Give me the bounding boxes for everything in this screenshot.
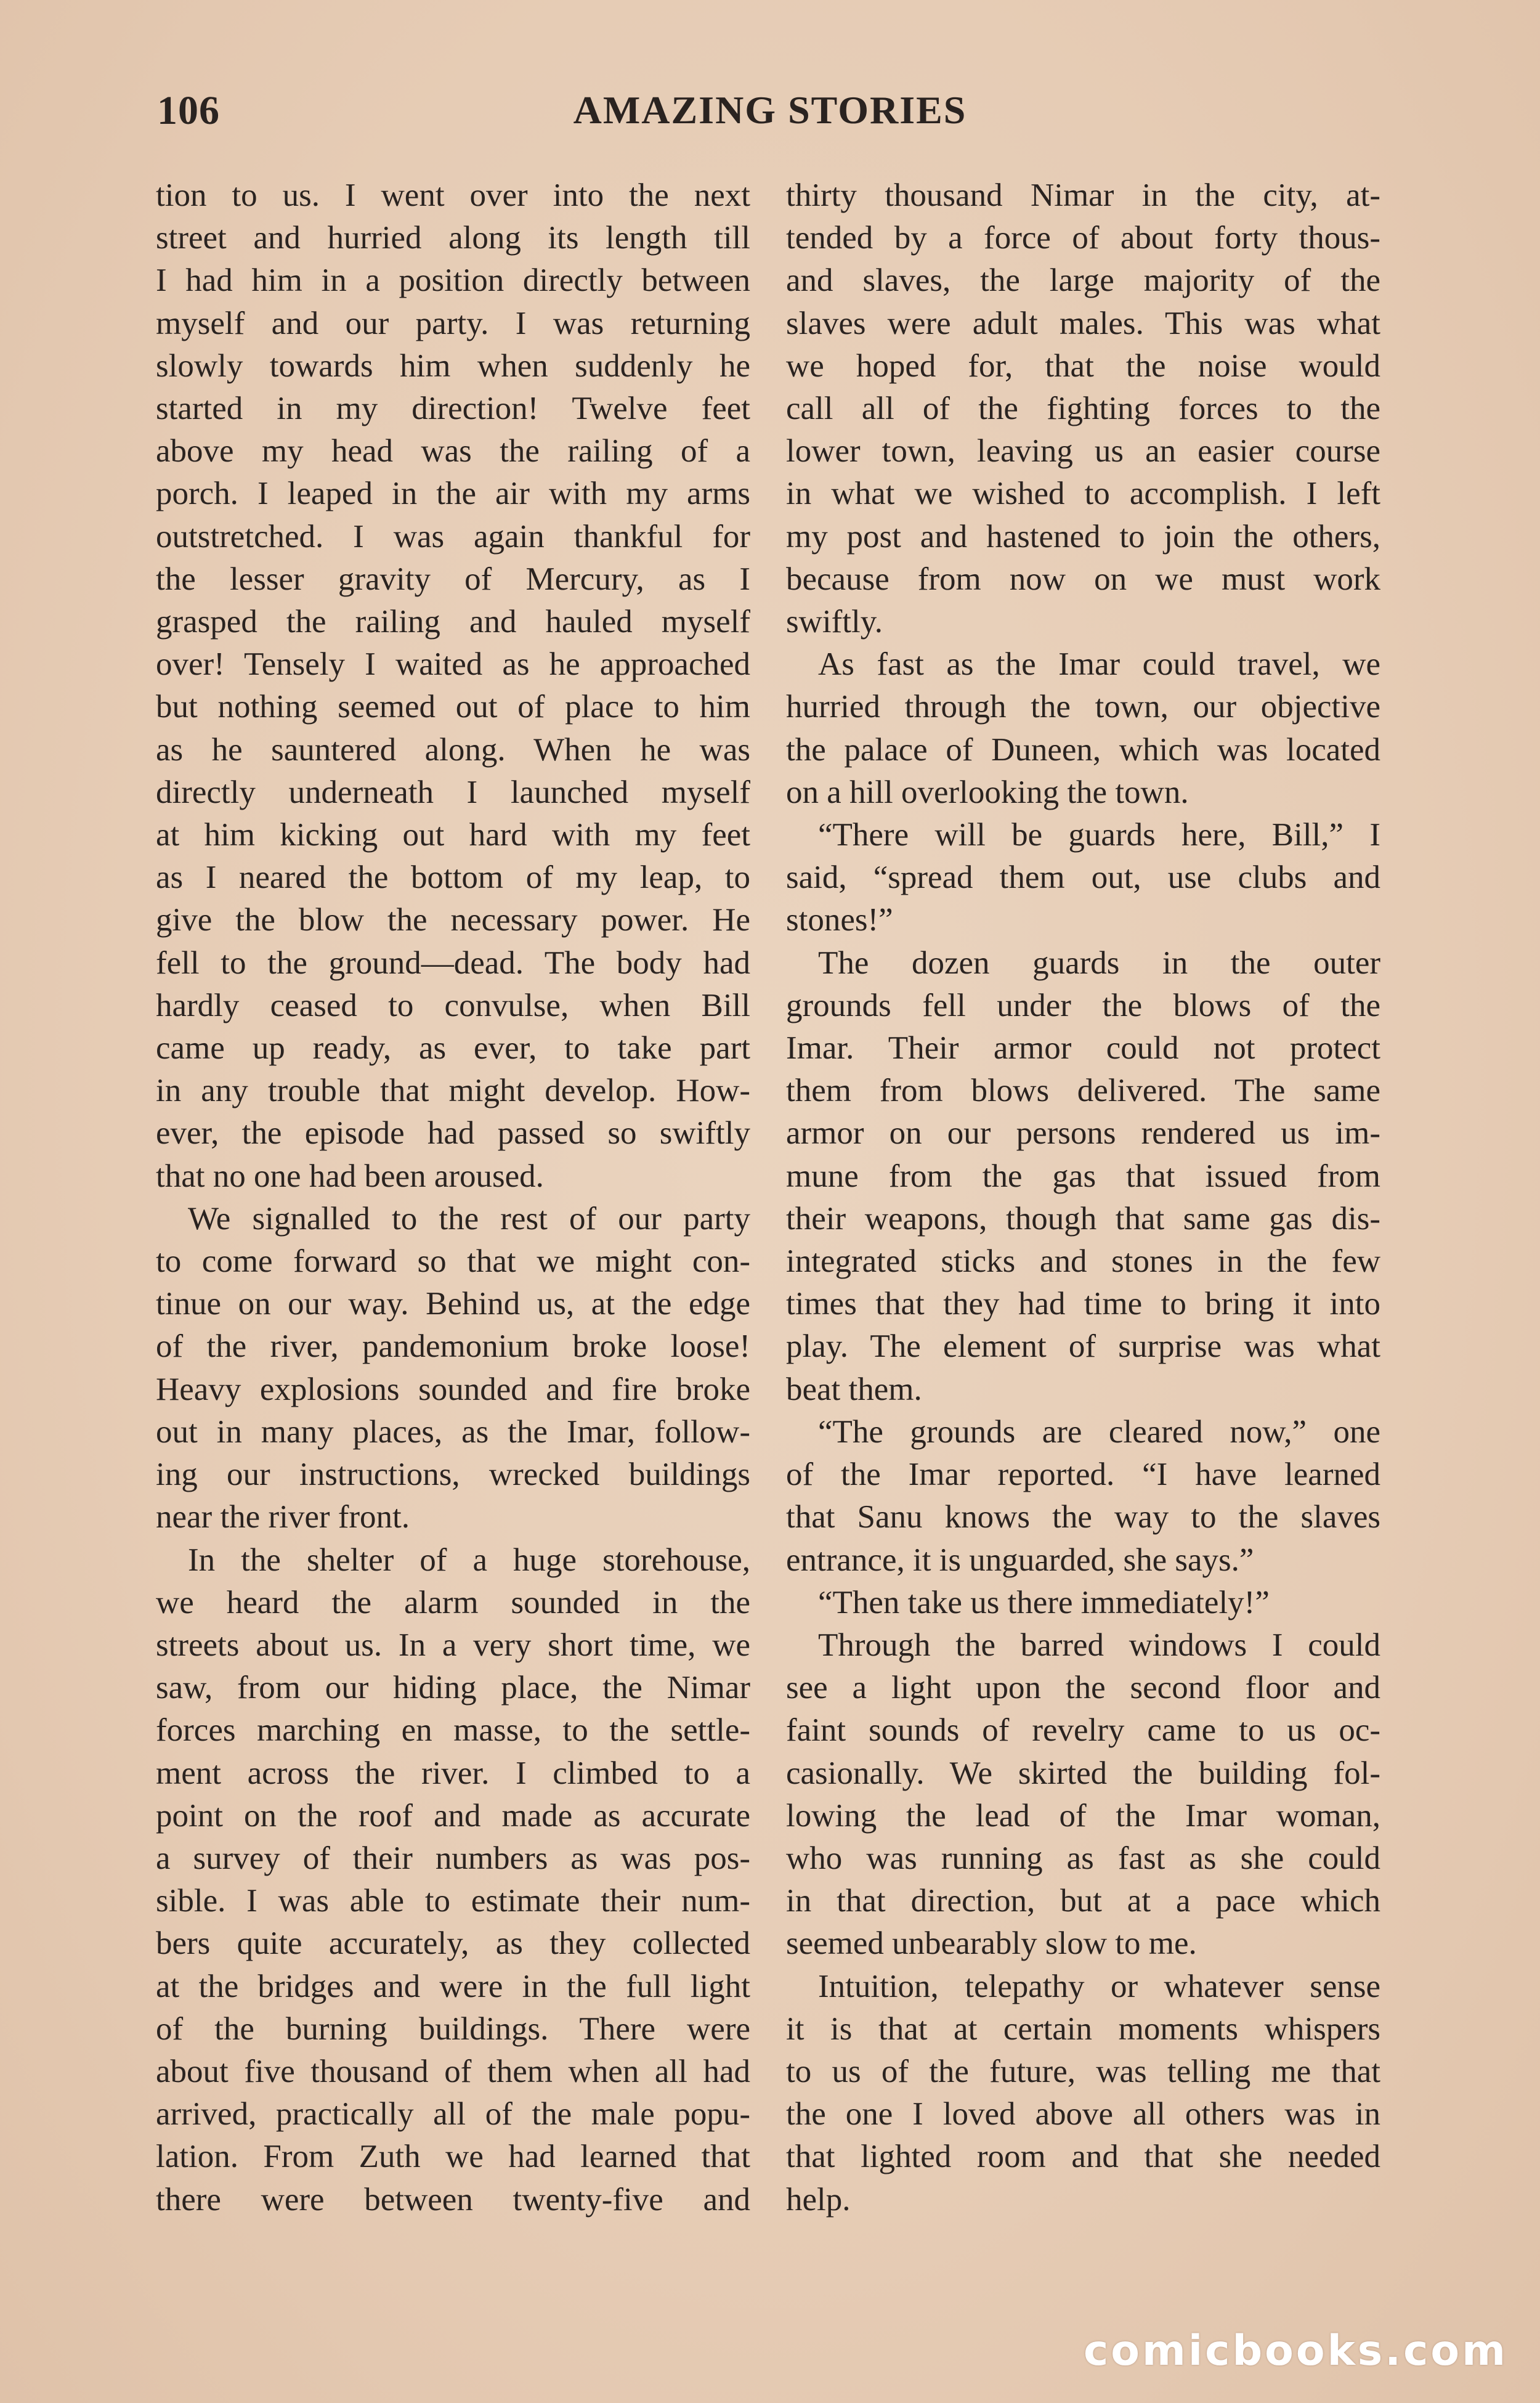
text-line: that lighted room and that she needed: [786, 2139, 1380, 2175]
text-line: at the bridges and were in the full light: [156, 1968, 750, 2004]
text-line: stones!”: [786, 902, 893, 938]
text-line: help.: [786, 2181, 851, 2218]
text-line: in any trouble that might develop. How-: [156, 1073, 750, 1109]
text-line: of the Imar reported. “I have learned: [786, 1457, 1380, 1493]
text-line: about five thousand of them when all had: [156, 2053, 750, 2089]
text-line: call all of the fighting forces to the: [786, 391, 1380, 427]
text-line: slowly towards him when suddenly he: [156, 348, 750, 384]
text-line: the palace of Duneen, which was located: [786, 731, 1380, 768]
text-line: In the shelter of a huge storehouse,: [188, 1542, 750, 1578]
text-line: the lesser gravity of Mercury, as I: [156, 561, 750, 597]
text-line: who was running as fast as she could: [786, 1840, 1380, 1876]
text-line: Through the barred windows I could: [818, 1627, 1380, 1663]
text-line: arrived, practically all of the male popu-: [156, 2096, 750, 2133]
text-line: streets about us. In a very short time, we: [156, 1627, 750, 1663]
text-line: came up ready, as ever, to take part: [156, 1030, 750, 1067]
text-line: that no one had been aroused.: [156, 1158, 544, 1194]
text-line: over! Tensely I waited as he approached: [156, 646, 750, 683]
text-line: As fast as the Imar could travel, we: [818, 646, 1380, 683]
text-line: my post and hastened to join the others,: [786, 518, 1380, 555]
text-line: give the blow the necessary power. He: [156, 902, 750, 938]
text-line: point on the roof and made as accurate: [156, 1797, 750, 1834]
text-line: swiftly.: [786, 604, 883, 640]
text-line: Intuition, telepathy or whatever sense: [818, 1968, 1380, 2004]
text-line: Heavy explosions sounded and fire broke: [156, 1371, 750, 1407]
text-line: started in my direction! Twelve feet: [156, 391, 750, 427]
text-line: hurried through the town, our objective: [786, 689, 1380, 725]
text-line: the one I loved above all others was in: [786, 2096, 1380, 2133]
text-line: “Then take us there immediately!”: [818, 1584, 1270, 1620]
text-line: We signalled to the rest of our party: [188, 1200, 750, 1237]
text-line: faint sounds of revelry came to us oc-: [786, 1712, 1380, 1749]
text-line: there were between twenty-five and: [156, 2181, 750, 2218]
text-line: armor on our persons rendered us im-: [786, 1115, 1380, 1152]
text-line: because from now on we must work: [786, 561, 1380, 597]
text-line: as he sauntered along. When he was: [156, 731, 750, 768]
text-line: a survey of their numbers as was pos-: [156, 1840, 750, 1876]
text-line: seemed unbearably slow to me.: [786, 1925, 1197, 1962]
text-line: but nothing seemed out of place to him: [156, 689, 750, 725]
text-line: grasped the railing and hauled myself: [156, 604, 750, 640]
text-line: mune from the gas that issued from: [786, 1158, 1380, 1194]
text-line: directly underneath I launched myself: [156, 774, 750, 810]
text-line: The dozen guards in the outer: [818, 945, 1380, 981]
text-line: outstretched. I was again thankful for: [156, 518, 750, 555]
text-line: bers quite accurately, as they collected: [156, 1925, 750, 1962]
text-line: ever, the episode had passed so swiftly: [156, 1115, 750, 1152]
text-line: at him kicking out hard with my feet: [156, 817, 750, 853]
text-line: “The grounds are cleared now,” one: [818, 1413, 1380, 1450]
page-number: 106: [157, 88, 220, 133]
running-head: AMAZING STORIES: [573, 88, 967, 132]
text-line: I had him in a position directly between: [156, 262, 750, 299]
text-line: of the burning buildings. There were: [156, 2011, 750, 2047]
text-line: them from blows delivered. The same: [786, 1073, 1380, 1109]
text-line: of the river, pandemonium broke loose!: [156, 1328, 750, 1365]
text-line: tended by a force of about forty thous-: [786, 220, 1380, 256]
text-line: in that direction, but at a pace which: [786, 1883, 1380, 1919]
text-line: it is that at certain moments whispers: [786, 2011, 1380, 2047]
text-line: as I neared the bottom of my leap, to: [156, 860, 750, 896]
text-line: casionally. We skirted the building fol-: [786, 1755, 1380, 1791]
text-line: to come forward so that we might con-: [156, 1243, 750, 1280]
text-line: forces marching en masse, to the settle-: [156, 1712, 750, 1749]
text-line: tinue on our way. Behind us, at the edge: [156, 1286, 750, 1322]
text-line: above my head was the railing of a: [156, 433, 750, 470]
text-column-left: [156, 174, 750, 2221]
text-line: lowing the lead of the Imar woman,: [786, 1797, 1380, 1834]
text-line: their weapons, though that same gas dis-: [786, 1200, 1380, 1237]
text-line: porch. I leaped in the air with my arms: [156, 476, 750, 512]
text-line: lation. From Zuth we had learned that: [156, 2139, 750, 2175]
text-line: saw, from our hiding place, the Nimar: [156, 1670, 750, 1706]
text-line: we heard the alarm sounded in the: [156, 1584, 750, 1620]
text-line: grounds fell under the blows of the: [786, 987, 1380, 1023]
text-line: ing our instructions, wrecked buildings: [156, 1457, 750, 1493]
text-line: sible. I was able to estimate their num-: [156, 1883, 750, 1919]
text-line: myself and our party. I was returning: [156, 305, 750, 341]
text-line: ment across the river. I climbed to a: [156, 1755, 750, 1791]
text-line: near the river front.: [156, 1499, 410, 1535]
text-line: fell to the ground—dead. The body had: [156, 945, 750, 981]
text-line: slaves were adult males. This was what: [786, 305, 1380, 341]
text-line: beat them.: [786, 1371, 922, 1407]
text-line: we hoped for, that the noise would: [786, 348, 1380, 384]
text-line: play. The element of surprise was what: [786, 1328, 1380, 1365]
text-line: integrated sticks and stones in the few: [786, 1243, 1380, 1280]
text-line: out in many places, as the Imar, follow-: [156, 1413, 750, 1450]
text-line: lower town, leaving us an easier course: [786, 433, 1380, 470]
text-line: times that they had time to bring it into: [786, 1286, 1380, 1322]
text-line: hardly ceased to convulse, when Bill: [156, 987, 750, 1023]
text-line: street and hurried along its length till: [156, 220, 750, 256]
text-line: entrance, it is unguarded, she says.”: [786, 1542, 1254, 1578]
text-line: that Sanu knows the way to the slaves: [786, 1499, 1380, 1535]
text-line: “There will be guards here, Bill,” I: [818, 817, 1380, 853]
text-line: said, “spread them out, use clubs and: [786, 860, 1380, 896]
text-line: to us of the future, was telling me that: [786, 2053, 1380, 2089]
text-line: Imar. Their armor could not protect: [786, 1030, 1380, 1067]
text-line: and slaves, the large majority of the: [786, 262, 1380, 299]
text-column-right: [786, 174, 1380, 2221]
text-line: see a light upon the second floor and: [786, 1670, 1380, 1706]
text-line: on a hill overlooking the town.: [786, 774, 1189, 810]
text-line: thirty thousand Nimar in the city, at-: [786, 177, 1380, 213]
text-line: in what we wished to accomplish. I left: [786, 476, 1380, 512]
watermark: comicbooks.com: [1083, 2327, 1508, 2375]
text-line: tion to us. I went over into the next: [156, 177, 750, 213]
